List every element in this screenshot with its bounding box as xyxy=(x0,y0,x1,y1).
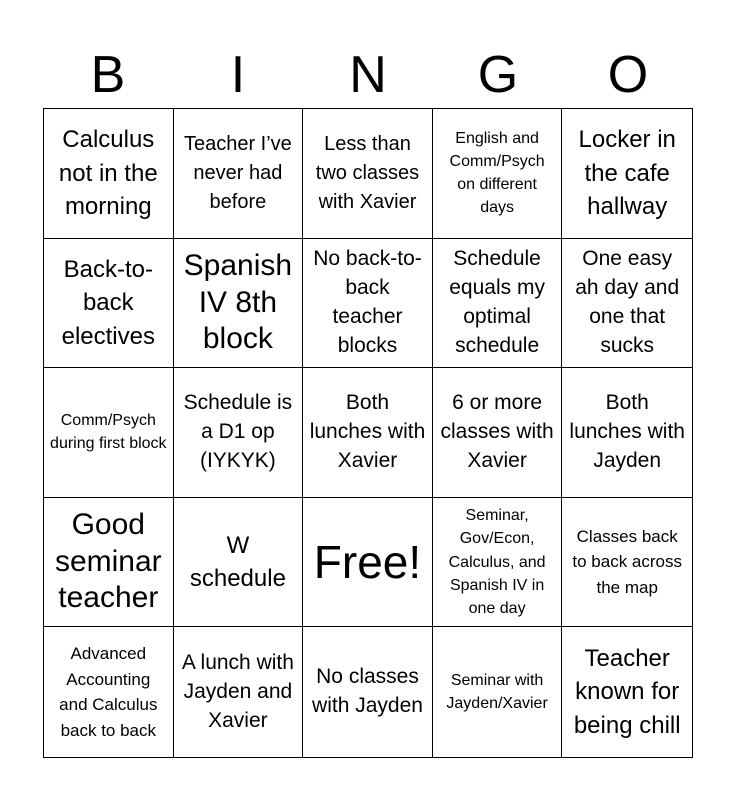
bingo-cell[interactable]: Calculus not in the morning xyxy=(44,109,174,239)
bingo-cell[interactable]: Comm/Psych during first block xyxy=(44,368,174,498)
header-letter-n: N xyxy=(349,46,387,104)
bingo-cell[interactable]: Good seminar teacher xyxy=(44,498,174,628)
bingo-cell[interactable]: Teacher I’ve never had before xyxy=(174,109,304,239)
bingo-cell[interactable]: Seminar with Jayden/Xavier xyxy=(433,627,563,757)
bingo-cell[interactable]: W schedule xyxy=(174,498,304,628)
header-letter-b: B xyxy=(90,46,126,104)
header-letter-g: G xyxy=(477,46,519,104)
free-space-cell[interactable]: Free! xyxy=(303,498,433,628)
bingo-cell[interactable]: Both lunches with Jayden xyxy=(562,368,692,498)
bingo-cell[interactable]: Schedule is a D1 op (IYKYK) xyxy=(174,368,304,498)
bingo-cell[interactable]: Locker in the cafe hallway xyxy=(562,109,692,239)
bingo-board xyxy=(43,108,693,758)
header-letter-o: O xyxy=(607,46,649,104)
bingo-cell[interactable]: Back-to-back electives xyxy=(44,239,174,369)
bingo-cell[interactable]: Advanced Accounting and Calculus back to back xyxy=(44,627,174,757)
bingo-cell[interactable]: Seminar, Gov/Econ, Calculus, and Spanish IV in one day xyxy=(433,498,563,628)
bingo-cell[interactable]: Classes back to back across the map xyxy=(562,498,692,628)
bingo-header xyxy=(43,42,693,108)
bingo-cell[interactable]: No back-to-back teacher blocks xyxy=(303,239,433,369)
bingo-cell[interactable]: Less than two classes with Xavier xyxy=(303,109,433,239)
bingo-cell[interactable]: Both lunches with Xavier xyxy=(303,368,433,498)
bingo-cell[interactable]: A lunch with Jayden and Xavier xyxy=(174,627,304,757)
bingo-cell[interactable]: Teacher known for being chill xyxy=(573,644,681,739)
bingo-cell[interactable]: 6 or more classes with Xavier xyxy=(433,368,563,498)
header-letter-i: I xyxy=(230,46,246,104)
bingo-cell[interactable]: No classes with Jayden xyxy=(303,627,433,757)
bingo-cell[interactable]: English and Comm/Psych on different days xyxy=(433,109,563,239)
bingo-cell[interactable]: One easy ah day and one that sucks xyxy=(562,239,692,369)
bingo-cell[interactable]: Spanish IV 8th block xyxy=(174,239,304,369)
bingo-cell[interactable]: Schedule equals my optimal schedule xyxy=(433,239,563,369)
